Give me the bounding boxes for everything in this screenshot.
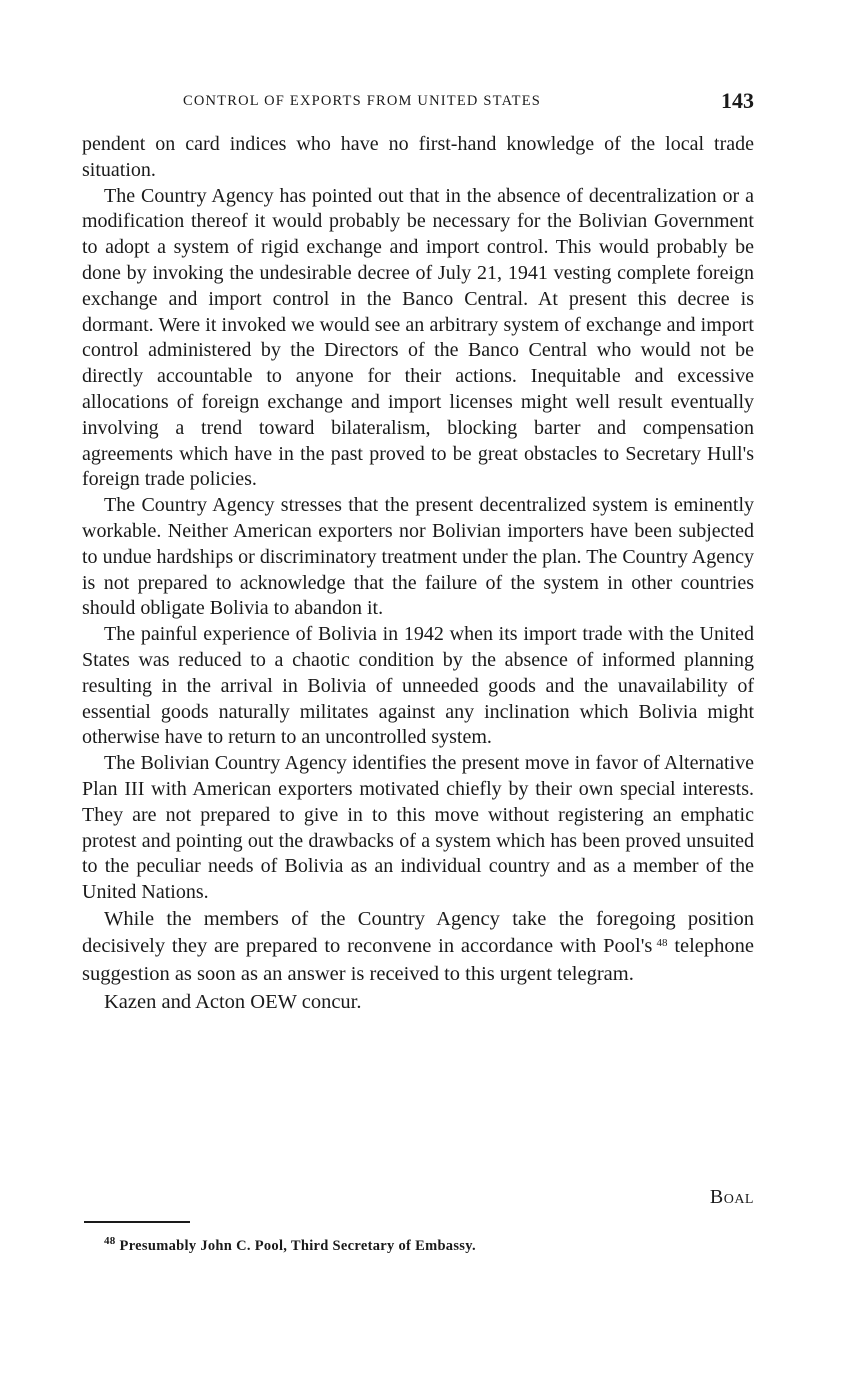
paragraph: Kazen and Acton OEW concur.	[104, 991, 362, 1014]
running-head	[82, 88, 754, 114]
paragraph: The Bolivian Country Agency identifies the present move in favor of Alternative Plan III with American exporters motivated chiefly by their own special interests. They are not prepared to give in to this move without registering an emphatic protest and pointing out the drawbacks of a system which has been proved unsuited to the peculiar needs of Bolivia as an individual country and as a member of the United Nations.	[82, 752, 754, 904]
paragraph: The Country Agency stresses that the present decentralized system is eminently workable. Neither American exporters nor Bolivian importers have been subjected to undue hardships or discriminatory treatment under the plan. The Country Agency is not prepared to acknowledge that the failure of the system in other countries should obligate Bolivia to abandon it.	[82, 494, 754, 620]
paragraph-text: While the members of the Country Agency take the foregoing position decisively they are prepared to reconvene in accordance with	[82, 907, 754, 958]
footnote	[104, 1235, 476, 1255]
running-title: CONTROL OF EXPORTS FROM UNITED STATES	[182, 93, 542, 109]
paragraph: The painful experience of Bolivia in 1942 when its import trade with the United States was reduced to a chaotic condition by the absence of informed planning resulting in the arrival in Bolivia of unneeded goods and the unavailability of essential goods naturally militates against any inclination which Bolivia might otherwise have to return to an uncontrolled system.	[82, 623, 754, 749]
paragraph: pendent on card indices who have no first-hand knowledge of the local trade situation.	[82, 133, 754, 181]
pool-name: Pool's	[603, 935, 653, 958]
body-text	[82, 132, 754, 1017]
paragraph	[82, 906, 754, 989]
page-number: 143	[721, 88, 754, 113]
footnote-reference: 48	[656, 937, 668, 950]
paragraph: The Country Agency has pointed out that in the absence of decentralization or a modification thereof it would probably be necessary for the Bolivian Government to adopt a system of rigid exchange and import control. This would probably be done by invoking the undesirable decree of July 21, 1941 vesting complete foreign exchange and import control in the Banco Central. At present this decree is dormant. Were it invoked we would see an arbitrary system of exchange and import control administered by the Directors of the Banco Central who would not be directly accountable to anyone for their actions. Inequitable and excessive allocations of foreign exchange and import licenses might well result eventually involving a trend toward bilateralism, blocking barter and compensation agreements which have in the past proved to be great obstacles to Secretary Hull's foreign trade policies.	[82, 184, 754, 491]
footnote-text: Presumably John C. Pool, Third Secretary of Embassy.	[119, 1238, 476, 1254]
signature: Boal	[709, 1186, 754, 1208]
footnote-marker: 48	[104, 1235, 116, 1247]
footnote-divider	[84, 1221, 190, 1223]
paragraph-text: telephone suggestion as soon as an answer is received to this urgent telegram.	[82, 935, 755, 985]
